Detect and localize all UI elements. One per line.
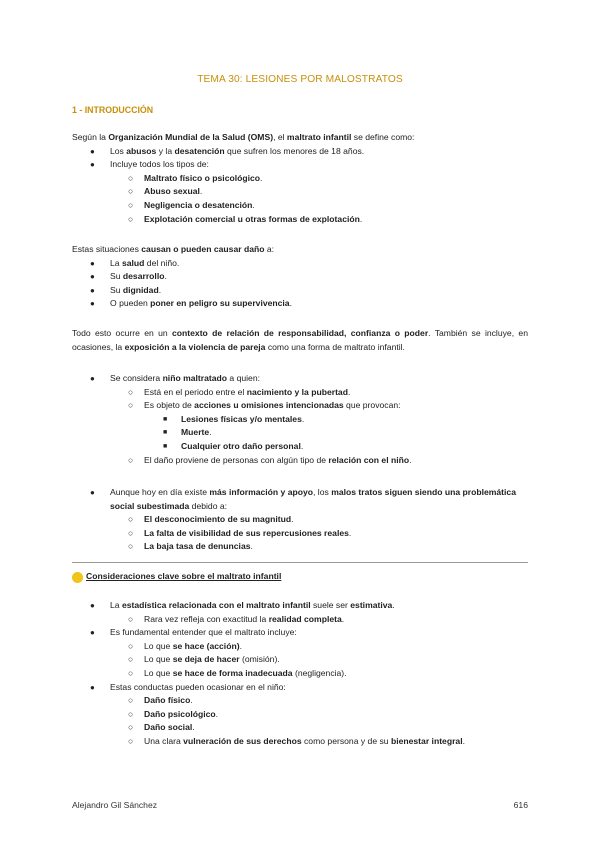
circle-bullet-icon: ○: [128, 613, 134, 624]
list-item: ● Estas conductas pueden ocasionar en el niño:: [72, 681, 528, 695]
list-item: ○ La baja tasa de denuncias.: [72, 540, 528, 554]
list-item-continuation: social subestimada debido a:: [110, 500, 228, 511]
list-item: ○ Lo que se hace (acción).: [72, 640, 528, 654]
list-item: ● Es fundamental entender que el maltrato incluye:: [72, 626, 528, 640]
circle-bullet-icon: ○: [128, 708, 134, 719]
list-item: ○ Lo que se deja de hacer (omisión).: [72, 653, 528, 667]
list-item: ○ Daño psicológico.: [72, 708, 528, 722]
list-item: ○ Maltrato físico o psicológico.: [72, 172, 528, 186]
underestimated-block: [72, 486, 528, 554]
list-item: ○ Es objeto de acciones u omisiones intencionadas que provocan:: [72, 399, 528, 413]
list-item: ● Incluye todos los tipos de:: [72, 158, 528, 172]
circle-bullet-icon: ○: [128, 541, 134, 552]
list-item: ○ El desconocimiento de su magnitud.: [72, 513, 528, 527]
bullet-icon: ●: [90, 272, 95, 282]
square-bullet-icon: ■: [163, 429, 168, 437]
circle-bullet-icon: ○: [128, 695, 134, 706]
circle-bullet-icon: ○: [128, 213, 134, 224]
list-item: ● La salud del niño.: [72, 257, 528, 271]
key-considerations-block: [72, 599, 528, 749]
circle-bullet-icon: ○: [128, 186, 134, 197]
bullet-icon: ●: [90, 146, 95, 156]
bullet-icon: ●: [90, 682, 95, 692]
list-item: ● Su dignidad.: [72, 284, 528, 298]
square-bullet-icon: ■: [163, 442, 168, 450]
harm-block: [72, 243, 528, 311]
square-bullet-icon: ■: [163, 415, 168, 423]
circle-bullet-icon: ○: [128, 667, 134, 678]
list-item: ○ Está en el periodo entre el nacimiento y la pubertad.: [72, 386, 528, 400]
context-paragraph: Todo esto ocurre en un contexto de relación de responsabilidad, confianza o poder. También se incluye, en ocasiones, la exposición a la violencia de pareja como una forma de maltrato infantil.: [72, 328, 528, 352]
page-number: 616: [513, 800, 528, 810]
list-item: ○ Negligencia o desatención.: [72, 199, 528, 213]
list-item: ○ La falta de visibilidad de sus repercusiones reales.: [72, 527, 528, 541]
definition-intro: Según la Organización Mundial de la Salud (OMS), el maltrato infantil se define como:: [72, 132, 415, 142]
list-item: ● Aunque hoy en día existe más información y apoyo, los malos tratos siguen siendo una problemática: [72, 486, 528, 500]
list-item: ■ Muerte.: [72, 426, 528, 440]
list-item: ○ El daño proviene de personas con algún tipo de relación con el niño.: [72, 454, 528, 468]
bullet-icon: ●: [90, 601, 95, 610]
list-item: ○ Explotación comercial u otras formas de explotación.: [72, 213, 528, 227]
circle-bullet-icon: ○: [128, 514, 134, 525]
list-item: ● O pueden poner en peligro su supervivencia.: [72, 297, 528, 311]
yellow-circle-icon: [72, 572, 83, 583]
bullet-icon: ●: [90, 299, 95, 309]
list-item: ● Su desarrollo.: [72, 270, 528, 284]
divider: [72, 562, 528, 563]
circle-bullet-icon: ○: [128, 654, 134, 665]
bullet-icon: ●: [90, 488, 95, 497]
circle-bullet-icon: ○: [128, 454, 134, 465]
list-item: ○ Rara vez refleja con exactitud la realidad completa.: [72, 613, 528, 627]
list-item: ● Los abusos y la desatención que sufren los menores de 18 años.: [72, 145, 528, 159]
section-heading: 1 - INTRODUCCIÓN: [72, 105, 154, 115]
harm-intro: Estas situaciones causan o pueden causar daño a:: [72, 244, 275, 254]
callout-text: Consideraciones clave sobre el maltrato infantil: [86, 571, 282, 582]
list-item: ○ Lo que se hace de forma inadecuada (negligencia).: [72, 667, 528, 681]
footer-author: Alejandro Gil Sánchez: [72, 800, 158, 810]
circle-bullet-icon: ○: [128, 722, 134, 733]
bullet-icon: ●: [90, 628, 95, 638]
list-item: ○ Daño físico.: [72, 694, 528, 708]
circle-bullet-icon: ○: [128, 172, 134, 183]
list-item: ■ Lesiones físicas y/o mentales.: [72, 413, 528, 427]
circle-bullet-icon: ○: [128, 400, 134, 411]
document-title: TEMA 30: LESIONES POR MALOSTRATOS: [197, 74, 403, 85]
circle-bullet-icon: ○: [128, 735, 134, 746]
list-item: ○ Daño social.: [72, 721, 528, 735]
bullet-icon: ●: [90, 285, 95, 295]
list-item: ○ Una clara vulneración de sus derechos como persona y de su bienestar integral.: [72, 735, 528, 749]
bullet-icon: ●: [90, 160, 95, 170]
maltreated-child-block: [72, 372, 528, 467]
callout-heading: [72, 570, 281, 584]
circle-bullet-icon: ○: [128, 527, 134, 538]
list-item: ■ Cualquier otro daño personal.: [72, 440, 528, 454]
circle-bullet-icon: ○: [128, 640, 134, 651]
list-item: ○ Abuso sexual.: [72, 185, 528, 199]
circle-bullet-icon: ○: [128, 199, 134, 210]
definition-block: [72, 131, 528, 226]
list-item: ● La estadística relacionada con el maltrato infantil suele ser estimativa.: [72, 599, 528, 613]
circle-bullet-icon: ○: [128, 386, 134, 397]
bullet-icon: ●: [90, 258, 95, 268]
list-item: ● Se considera niño maltratado a quien:: [72, 372, 528, 386]
bullet-icon: ●: [90, 374, 95, 383]
